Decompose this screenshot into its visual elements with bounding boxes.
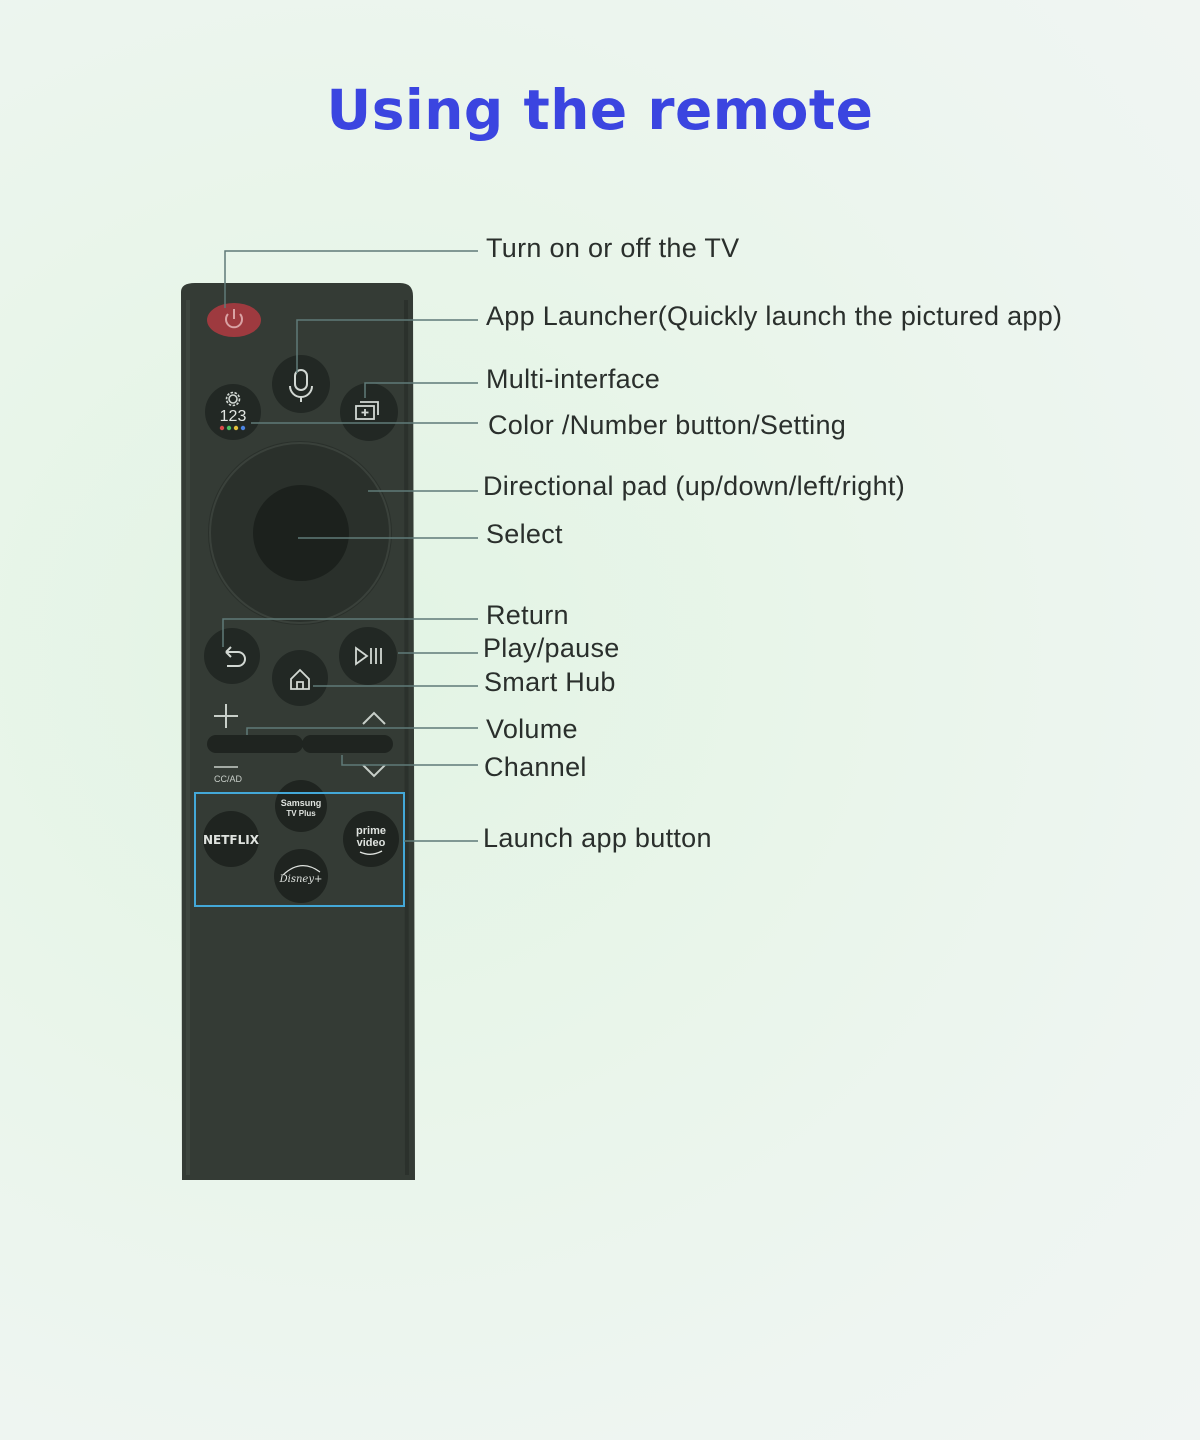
power-button — [207, 303, 261, 337]
samsung-label-1: Samsung — [280, 798, 322, 808]
return-button — [204, 628, 260, 684]
channel-rocker — [302, 735, 393, 753]
select-button — [253, 485, 349, 581]
play-pause-button — [339, 627, 397, 685]
label-app-launcher: App Launcher(Quickly launch the pictured app) — [486, 301, 1063, 331]
label-select: Select — [486, 519, 563, 549]
label-directional-pad: Directional pad (up/down/left/right) — [483, 471, 906, 501]
label-power: Turn on or off the TV — [486, 233, 740, 263]
prime-label-2: video — [356, 837, 386, 849]
netflix-label: NETFLIX — [203, 833, 259, 847]
volume-rocker — [207, 735, 303, 753]
label-return: Return — [486, 600, 569, 630]
label-smart-hub: Smart Hub — [484, 667, 616, 697]
label-multi-interface: Multi-interface — [486, 364, 661, 394]
page-title: Using the remote — [326, 78, 874, 142]
smart-hub-button — [272, 650, 328, 706]
label-launch-app: Launch app button — [483, 823, 712, 853]
cc-ad-label: CC/AD — [213, 774, 243, 784]
label-channel: Channel — [484, 752, 587, 782]
label-play-pause: Play/pause — [483, 633, 620, 663]
samsung-label-2: TV Plus — [286, 809, 316, 818]
multi-interface-button — [340, 383, 398, 441]
label-color-number: Color /Number button/Setting — [488, 410, 847, 440]
directional-pad — [208, 441, 392, 625]
disney-label: Disney+ — [279, 874, 323, 885]
prime-label-1: prime — [356, 825, 386, 837]
label-volume: Volume — [486, 714, 578, 744]
color-number-button — [205, 384, 261, 440]
microphone-button — [272, 355, 330, 413]
number-button-label: 123 — [219, 408, 247, 425]
